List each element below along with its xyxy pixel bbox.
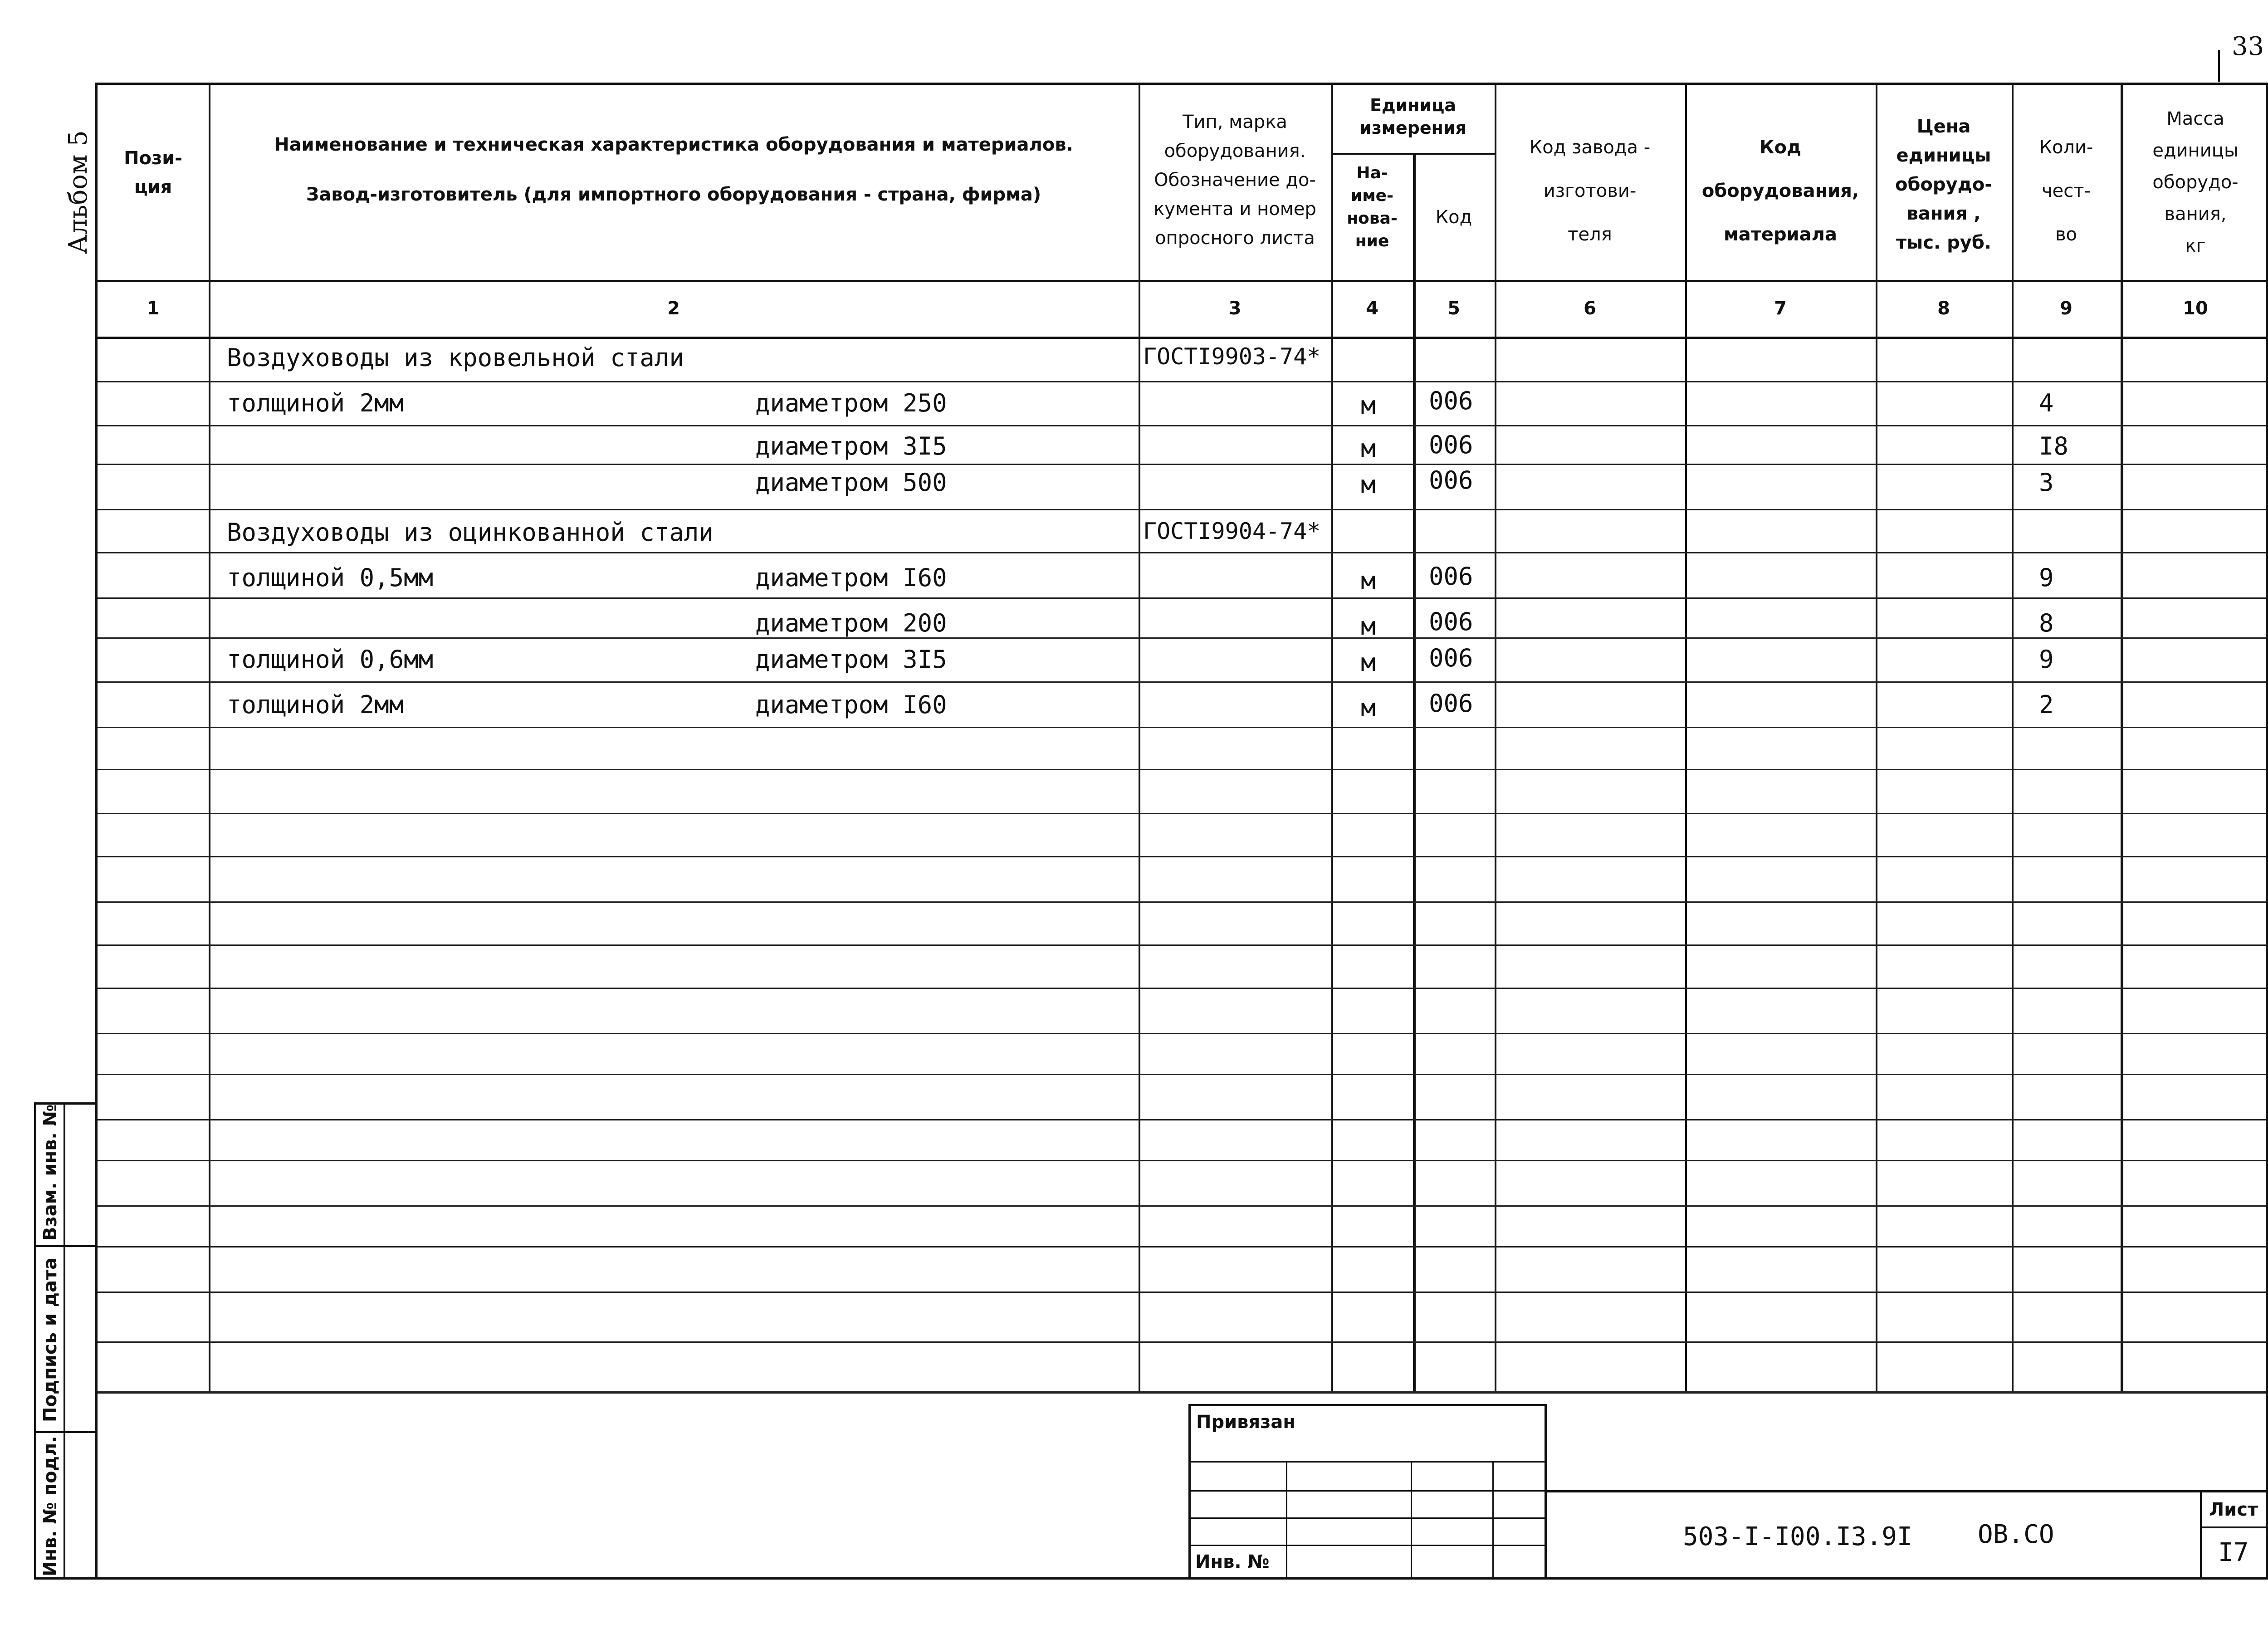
row-unit: м: [1361, 470, 1376, 499]
row-code: 006: [1429, 466, 1473, 494]
row-separator: [98, 1341, 2266, 1343]
column-number: 3: [1228, 298, 1242, 319]
row-unit: м: [1361, 648, 1376, 677]
spec-table: [95, 83, 2268, 1580]
row-spec: диаметром I60: [755, 563, 947, 592]
row-separator: [98, 769, 2266, 770]
row-separator: [98, 381, 2266, 382]
column-number: 1: [147, 298, 160, 319]
row-qty: 9: [2039, 645, 2054, 674]
row-qty: 9: [2039, 563, 2054, 592]
row-separator: [98, 856, 2266, 857]
column-number: 6: [1584, 298, 1596, 319]
sheet-label: Лист: [2209, 1499, 2258, 1520]
table-header: [98, 85, 2266, 282]
row-separator: [98, 1074, 2266, 1075]
header-name-line1: Наименование и техническая характеристика оборудования и материалов.: [274, 134, 1073, 155]
row-name: толщиной 0,5мм: [227, 563, 434, 592]
row-separator: [98, 1033, 2266, 1034]
row-name: толщиной 2мм: [227, 389, 404, 417]
row-separator: [98, 681, 2266, 683]
row-separator: [98, 1160, 2266, 1161]
header-mass: Масса единицы оборудо- вания, кг: [2152, 108, 2239, 256]
row-separator: [98, 425, 2266, 426]
binding-label: Привязан: [1196, 1412, 1296, 1433]
row-separator: [98, 901, 2266, 903]
row-name: толщиной 0,6мм: [227, 645, 434, 674]
row-spec: диаметром 200: [755, 609, 947, 637]
row-code: 006: [1429, 607, 1473, 636]
column-numbers-row: [98, 280, 2266, 339]
header-unit: Единица измерения: [1359, 95, 1466, 138]
side-inv-podl: Инв. № подл.: [40, 1436, 61, 1576]
header-factory-code: Код завода - изготови- теля: [1529, 137, 1651, 245]
row-separator: [98, 597, 2266, 599]
row-separator: [98, 1119, 2266, 1120]
side-stamp: [34, 1102, 98, 1580]
column-number: 2: [667, 298, 680, 319]
header-equipment-code: Код оборудования, материала: [1701, 137, 1859, 245]
header-quantity: Коли- чест- во: [2039, 137, 2093, 245]
row-spec: диаметром 250: [755, 389, 947, 417]
row-unit: м: [1361, 434, 1376, 463]
side-podpis-data: Подпись и дата: [40, 1257, 61, 1422]
row-unit: м: [1361, 612, 1376, 641]
header-unit-price: Цена единицы оборудо- вания , тыс. руб.: [1895, 116, 1992, 253]
title-block: [1545, 1490, 2268, 1580]
column-number: 7: [1774, 298, 1787, 319]
row-qty: 8: [2039, 609, 2054, 637]
row-qty: 3: [2039, 468, 2054, 497]
row-separator: [98, 813, 2266, 814]
column-number: 4: [1366, 298, 1378, 319]
row-doc: ГОСТI9904-74*: [1143, 518, 1321, 544]
row-code: 006: [1429, 644, 1473, 672]
document-mark: ОВ.СО: [1978, 1520, 2054, 1549]
side-vzam-inv: Взам. инв. №: [40, 1104, 61, 1241]
row-name: Воздуховоды из кровельной стали: [227, 343, 684, 372]
row-separator: [98, 1205, 2266, 1207]
row-separator: [98, 509, 2266, 510]
row-separator: [98, 727, 2266, 728]
binding-stamp: [1188, 1404, 1547, 1580]
row-separator: [98, 1246, 2266, 1248]
row-separator: [98, 464, 2266, 465]
inv-number-label: Инв. №: [1195, 1551, 1270, 1572]
row-separator: [98, 944, 2266, 946]
column-number: 8: [1937, 298, 1950, 319]
row-name: Воздуховоды из оцинкованной стали: [227, 518, 714, 547]
column-number: 9: [2060, 298, 2072, 319]
header-type: Тип, марка оборудования. Обозначение до- кумента и номер опросного листа: [1154, 112, 1316, 249]
header-unit-name: На- име- нова- ние: [1347, 164, 1398, 250]
column-number: 10: [2183, 298, 2208, 319]
row-separator: [98, 988, 2266, 989]
row-qty: 4: [2039, 389, 2054, 417]
row-spec: диаметром 3I5: [755, 645, 947, 674]
row-code: 006: [1429, 689, 1473, 718]
page-number-tick: [2218, 50, 2220, 82]
row-separator: [98, 552, 2266, 553]
row-unit: м: [1361, 694, 1376, 722]
row-code: 006: [1429, 386, 1473, 415]
row-code: 006: [1429, 431, 1473, 459]
sheet-number: I7: [2218, 1538, 2249, 1567]
header-position: Пози- ция: [124, 148, 182, 198]
row-spec: диаметром I60: [755, 690, 947, 719]
album-label: Альбом 5: [64, 130, 93, 254]
row-qty: 2: [2039, 690, 2054, 719]
column-number: 5: [1447, 298, 1460, 319]
row-spec: диаметром 500: [755, 468, 947, 497]
row-unit: м: [1361, 391, 1376, 420]
header-unit-code: Код: [1435, 207, 1472, 228]
header-name-line2: Завод-изготовитель (для импортного оборудования - страна, фирма): [306, 184, 1041, 205]
row-spec: диаметром 3I5: [755, 432, 947, 460]
row-separator: [98, 1292, 2266, 1293]
row-qty: I8: [2039, 432, 2069, 460]
row-code: 006: [1429, 562, 1473, 591]
row-doc: ГОСТI9903-74*: [1143, 343, 1321, 370]
document-code: 503-I-I00.I3.9I: [1683, 1522, 1912, 1551]
row-unit: м: [1361, 567, 1376, 595]
row-separator: [98, 637, 2266, 639]
page-number-top: 33: [2232, 32, 2264, 61]
row-name: толщиной 2мм: [227, 690, 404, 719]
